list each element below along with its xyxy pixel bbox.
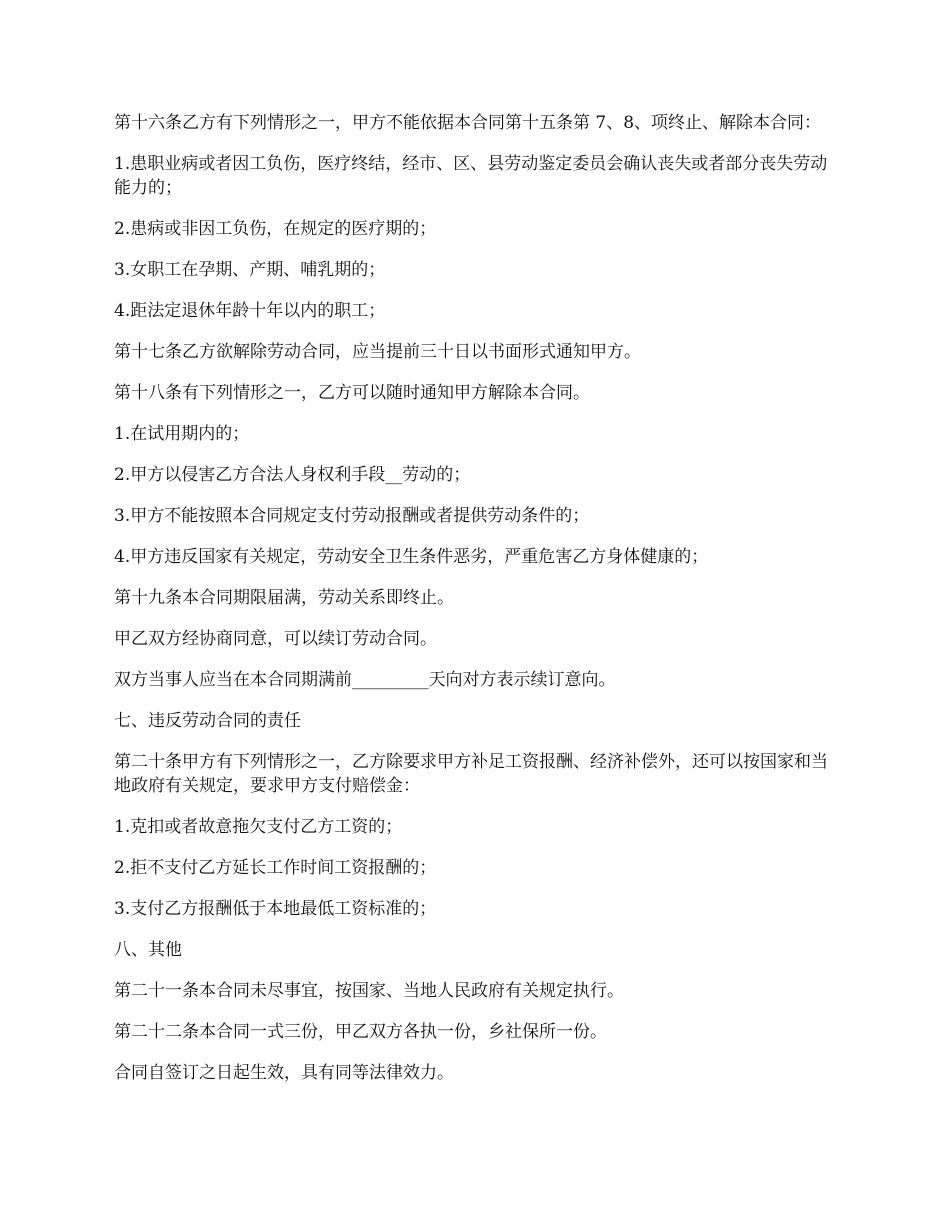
paragraph-effective: 合同自签订之日起生效，具有同等法律效力。 (114, 1063, 454, 1083)
paragraph-article-22: 第二十二条本合同一式三份，甲乙双方各执一份，乡社保所一份。 (114, 1022, 607, 1042)
paragraph-item-2: 2.拒不支付乙方延长工作时间工资报酬的； (114, 858, 437, 878)
paragraph-article-18: 第十八条有下列情形之一，乙方可以随时通知甲方解除本合同。 (114, 383, 590, 403)
paragraph-item-4: 4.甲方违反国家有关规定，劳动安全卫生条件恶劣，严重危害乙方身体健康的； (114, 547, 709, 567)
paragraph-item-2: 2.患病或非因工负伤，在规定的医疗期的； (114, 219, 437, 239)
paragraph-item-2: 2.甲方以侵害乙方合法人身权利手段__劳动的； (114, 465, 471, 485)
paragraph-item-3: 3.甲方不能按照本合同规定支付劳动报酬或者提供劳动条件的； (114, 506, 590, 526)
paragraph-item-3: 3.支付乙方报酬低于本地最低工资标准的； (114, 899, 437, 919)
paragraph-article-21: 第二十一条本合同未尽事宜，按国家、当地人民政府有关规定执行。 (114, 981, 624, 1001)
paragraph-renewal: 甲乙双方经协商同意，可以续订劳动合同。 (114, 629, 437, 649)
paragraph-item-1: 1.克扣或者故意拖欠支付乙方工资的； (114, 817, 403, 837)
paragraph-article-16: 第十六条乙方有下列情形之一，甲方不能依据本合同第十五条第 7、8、项终止、解除本合同： (114, 113, 822, 133)
paragraph-item-3: 3.女职工在孕期、产期、哺乳期的； (114, 260, 386, 280)
paragraph-article-17: 第十七条乙方欲解除劳动合同，应当提前三十日以书面形式通知甲方。 (114, 342, 641, 362)
paragraph-article-20: 第二十条甲方有下列情形之一，乙方除要求甲方补足工资报酬、经济补偿外，还可以按国家和当地政府有关规定，要求甲方支付赔偿金： (114, 752, 828, 796)
paragraph-item-4: 4.距法定退休年龄十年以内的职工； (114, 301, 386, 321)
paragraph-article-19: 第十九条本合同期限届满，劳动关系即终止。 (114, 588, 454, 608)
document-body (114, 111, 842, 1102)
section-heading-7: 七、违反劳动合同的责任 (114, 711, 301, 731)
paragraph-item-1: 1.在试用期内的； (114, 424, 250, 444)
paragraph-item-1: 1.患职业病或者因工负伤，医疗终结，经市、区、县劳动鉴定委员会确认丧失或者部分丧失劳动能力的； (114, 154, 828, 198)
paragraph-renewal-notice: 双方当事人应当在本合同期满前_________天向对方表示续订意向。 (114, 670, 616, 690)
section-heading-8: 八、其他 (114, 940, 182, 960)
